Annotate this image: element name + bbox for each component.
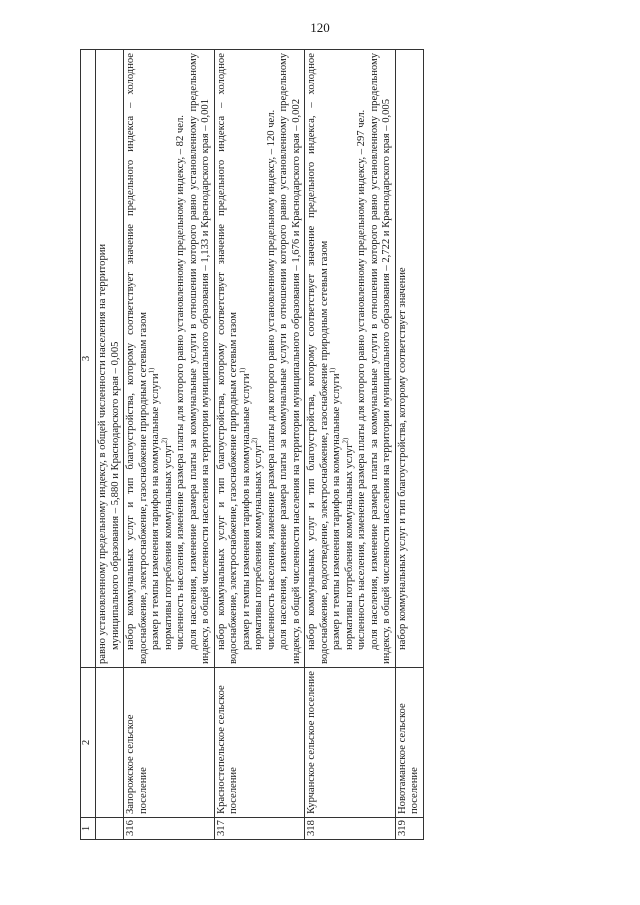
settlement-name: Запорожское сельское поселение — [124, 668, 215, 818]
table-row — [96, 50, 124, 840]
row-number: 318 — [305, 818, 396, 840]
settlement-name — [96, 668, 124, 818]
description-cell — [96, 50, 124, 668]
description-line: численность населения, изменение размера платы для которого равно установленному предельному индексу, – 82 чел. — [175, 115, 186, 650]
footnote-mark: 2) — [250, 437, 259, 444]
row-number: 316 — [124, 818, 215, 840]
description-cell — [124, 50, 215, 668]
page-number: 120 — [310, 20, 330, 35]
description-line: размер и темпы изменения тарифов на коммунальные услуги$^{1)}$ — [237, 367, 252, 650]
column-header-2: 2 — [81, 668, 96, 818]
footnote-mark: 2) — [159, 437, 168, 444]
settlement-name: Красностепельское сельское поселение — [214, 668, 305, 818]
description-line: набор коммунальных услуг и тип благоустройства, которому соответствует значение предельного индекса – холодное водоснабжение, электроснабжение, газоснабжение природным сетевым газом — [215, 53, 239, 664]
description-line: численность населения, изменение размера платы для которого равно установленному предельному индексу, – 297 чел. — [356, 109, 367, 650]
description-line: нормативы потребления коммунальных услуг$^{2)}$ — [159, 437, 174, 650]
description-line: набор коммунальных услуг и тип благоустройства, которому соответствует значение предельного индекса, – холодное водоснабжение, водоотведение, электроснабжение, газоснабжение природным сетевым газом — [306, 53, 330, 664]
footnote-mark: 1) — [237, 367, 246, 374]
description-cell — [214, 50, 305, 668]
footnote-mark: 1) — [328, 367, 337, 374]
description-line: доля населения, изменение размера платы за коммунальные услуги в отношении которого равно установленному предельному индексу, в общей численности населения на территории муниципального образования – 2,722 и Краснодарского края – 0,005 — [368, 53, 392, 664]
description-cell — [395, 50, 423, 668]
rotated-table-container — [80, 50, 570, 840]
table-row — [214, 50, 305, 840]
description-line: набор коммунальных услуг и тип благоустройства, которому соответствует значение — [396, 267, 408, 650]
table-body — [96, 50, 424, 840]
table-row — [124, 50, 215, 840]
table-row — [395, 50, 423, 840]
description-line: нормативы потребления коммунальных услуг$^{2)}$ — [250, 437, 264, 650]
row-number — [96, 818, 124, 840]
description-line: набор коммунальных услуг и тип благоустройства, которому соответствует значение предельного индекса – холодное водоснабжение, электроснабжение, газоснабжение природным сетевым газом — [125, 53, 149, 664]
description-line: нормативы потребления коммунальных услуг$^{2)}$ — [340, 437, 355, 650]
header-row — [81, 50, 96, 840]
column-header-1: 1 — [81, 818, 96, 840]
table-row — [305, 50, 396, 840]
description-line: доля населения, изменение размера платы за коммунальные услуги в отношении которого равно установленному предельному индексу, в общей численности населения на территории муниципального образования – 1,676 и Краснодарского края – 0,002 — [278, 53, 302, 664]
row-number: 319 — [395, 818, 423, 840]
description-cell — [305, 50, 396, 668]
description-line: муниципального образования – 5,880 и Краснодарского края – 0,005 — [109, 341, 121, 650]
description-line: численность населения, изменение размера платы для которого равно установленному предельному индексу, – 120 чел. — [265, 109, 277, 650]
footnote-mark: 1) — [147, 367, 156, 374]
footnote-mark: 2) — [340, 437, 349, 444]
data-table — [80, 49, 424, 840]
description-line: доля населения, изменение размера платы за коммунальные услуги в отношении которого равно установленному предельному индексу, в общей численности населения на территории муниципального образования – 1,133 и Краснодарского края – 0,001 — [187, 53, 211, 664]
settlement-name: Новотаманское сельское поселение — [395, 668, 423, 818]
column-header-3: 3 — [81, 50, 96, 668]
description-line: равно установленному предельному индексу, в общей численности населения на территории — [97, 243, 108, 664]
description-line: размер и темпы изменения тарифов на коммунальные услуги$^{1)}$ — [147, 367, 161, 650]
description-line: размер и темпы изменения тарифов на коммунальные услуги$^{1)}$ — [328, 367, 342, 650]
row-number: 317 — [214, 818, 305, 840]
settlement-name: Курчанское сельское поселение — [305, 668, 396, 818]
